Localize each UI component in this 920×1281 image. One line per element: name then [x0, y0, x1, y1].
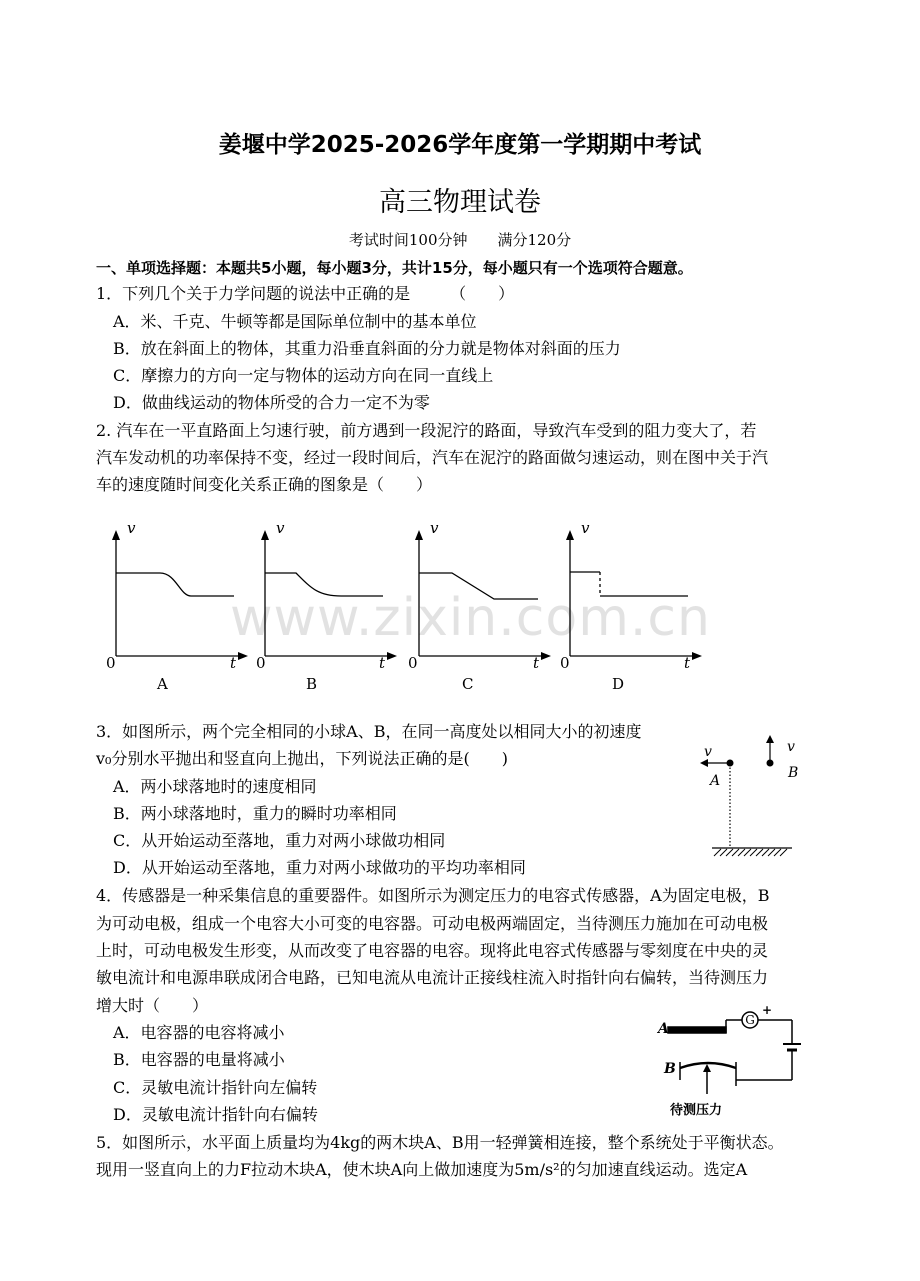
q3-figure — [690, 732, 810, 864]
q1-option-b: B．放在斜面上的物体，其重力沿垂直斜面的分力就是物体对斜面的压力 — [113, 339, 621, 358]
q2-line-2: 汽车发动机的功率保持不变，经过一段时间后，汽车在泥泞的路面做匀速运动，则在图中关于汽 — [96, 448, 769, 467]
q4-option-c: C．灵敏电流计指针向左偏转 — [113, 1078, 318, 1097]
galvanometer-icon: G — [745, 1013, 755, 1027]
q4-line-5: 增大时（ ） — [96, 996, 209, 1015]
pressure-caption: 待测压力 — [670, 1103, 723, 1118]
q2-line-3: 车的速度随时间变化关系正确的图象是（ ） — [96, 475, 433, 494]
q3-option-a: A．两小球落地时的速度相同 — [113, 777, 317, 796]
q3-line-1: 3．如图所示，两个完全相同的小球A、B，在同一高度处以相同大小的初速度 — [96, 722, 642, 741]
q2-vt-graphs — [96, 516, 706, 696]
school-exam-title: 姜堰中学2025-2026学年度第一学期期中考试 — [218, 132, 702, 158]
q2-line-1: 2. 汽车在一平直路面上匀速行驶，前方遇到一段泥泞的路面，导致汽车受到的阻力变大了，若 — [96, 421, 757, 440]
q1-stem: 1．下列几个关于力学问题的说法中正确的是 （ ） — [96, 284, 515, 303]
graph-a-origin: 0 — [106, 654, 116, 672]
pressure-arrow-icon — [703, 1064, 711, 1072]
q3-option-b: B．两小球落地时，重力的瞬时功率相同 — [113, 804, 397, 823]
arrow-icon — [238, 652, 248, 660]
graph-a-v-label: v — [127, 519, 136, 537]
q5-line-2: 现用一竖直向上的力F拉动木块A，使木块A向上做加速度为5m/s²的匀加速直线运动。选定A — [96, 1160, 748, 1179]
ball-a-label: A — [710, 773, 721, 789]
q4-line-3: 上时，可动电极发生形变，从而改变了电容器的电容。现将此电容式传感器与零刻度在中央的灵 — [96, 941, 769, 960]
arrow-icon — [112, 530, 120, 540]
graph-d-letter: D — [612, 675, 625, 693]
ball-a — [727, 760, 734, 767]
graph-d-v-label: v — [581, 519, 590, 537]
graph-a-t-label: t — [230, 654, 237, 672]
graph-d-t-label: t — [684, 654, 691, 672]
arrow-up-icon — [766, 735, 774, 743]
arrow-icon — [541, 652, 551, 660]
arrow-icon — [692, 652, 702, 660]
graph-a — [116, 536, 242, 656]
svg-text:+: + — [762, 1003, 773, 1017]
graph-c-v-label: v — [430, 519, 439, 537]
section-heading: 一、单项选择题：本题共5小题，每小题3分，共计15分，每小题只有一个选项符合题意。 — [96, 259, 693, 277]
q3-line-2: v₀分别水平抛出和竖直向上抛出，下列说法正确的是( ) — [96, 749, 508, 768]
q4-line-4: 敏电流计和电源串联成闭合电路，已知电流从电流计正接线柱流入时指针向右偏转，当待测压力 — [96, 968, 769, 987]
paper-title: 高三物理试卷 — [379, 187, 541, 218]
exam-info: 考试时间100分钟 满分120分 — [348, 231, 572, 249]
q4-line-2: 为可动电极，组成一个电容大小可变的电容器。可动电极两端固定，当待测压力施加在可动电极 — [96, 914, 769, 933]
arrow-icon — [261, 530, 269, 540]
q4-option-a: A．电容器的电容将减小 — [113, 1023, 285, 1042]
arrow-icon — [566, 530, 574, 540]
graph-b-v-label: v — [276, 519, 285, 537]
q4-option-b: B．电容器的电量将减小 — [113, 1050, 285, 1069]
graph-b-letter: B — [306, 675, 318, 693]
graph-d-origin: 0 — [560, 654, 570, 672]
graph-b — [265, 536, 391, 656]
graph-b-t-label: t — [379, 654, 386, 672]
q3-option-d: D．从开始运动至落地，重力对两小球做功的平均功率相同 — [113, 858, 526, 877]
arrow-icon — [415, 530, 423, 540]
graph-c-t-label: t — [533, 654, 540, 672]
q1-option-a: A．米、千克、牛顿等都是国际单位制中的基本单位 — [113, 312, 477, 331]
ball-b — [767, 760, 774, 767]
graph-c-origin: 0 — [408, 654, 418, 672]
arrow-icon — [387, 652, 397, 660]
velocity-b-label: v — [787, 739, 795, 755]
electrode-b-label: B — [664, 1061, 676, 1077]
q5-line-1: 5．如图所示，水平面上质量均为4kg的两木块A、B用一轻弹簧相连接，整个系统处于平衡状态。 — [96, 1133, 784, 1152]
q1-option-c: C．摩擦力的方向一定与物体的运动方向在同一直线上 — [113, 366, 494, 385]
q3-option-c: C．从开始运动至落地，重力对两小球做功相同 — [113, 831, 446, 850]
ball-b-label: B — [788, 765, 799, 781]
q4-sensor-figure — [650, 1002, 810, 1120]
arrow-left-icon — [700, 759, 708, 767]
electrode-a-label: A — [658, 1021, 669, 1037]
q4-line-1: 4．传感器是一种采集信息的重要器件。如图所示为测定压力的电容式传感器，A为固定电极，B — [96, 886, 770, 905]
graph-c-letter: C — [462, 675, 474, 693]
velocity-a-label: v — [704, 744, 712, 760]
watermark: www.zixin.com.cn — [230, 588, 711, 648]
graph-c — [419, 536, 545, 656]
q4-option-d: D．灵敏电流计指针向右偏转 — [113, 1105, 318, 1124]
q1-option-d: D．做曲线运动的物体所受的合力一定不为零 — [113, 393, 430, 412]
graph-d — [570, 536, 696, 656]
graph-a-letter: A — [157, 675, 168, 693]
graph-b-origin: 0 — [256, 654, 266, 672]
